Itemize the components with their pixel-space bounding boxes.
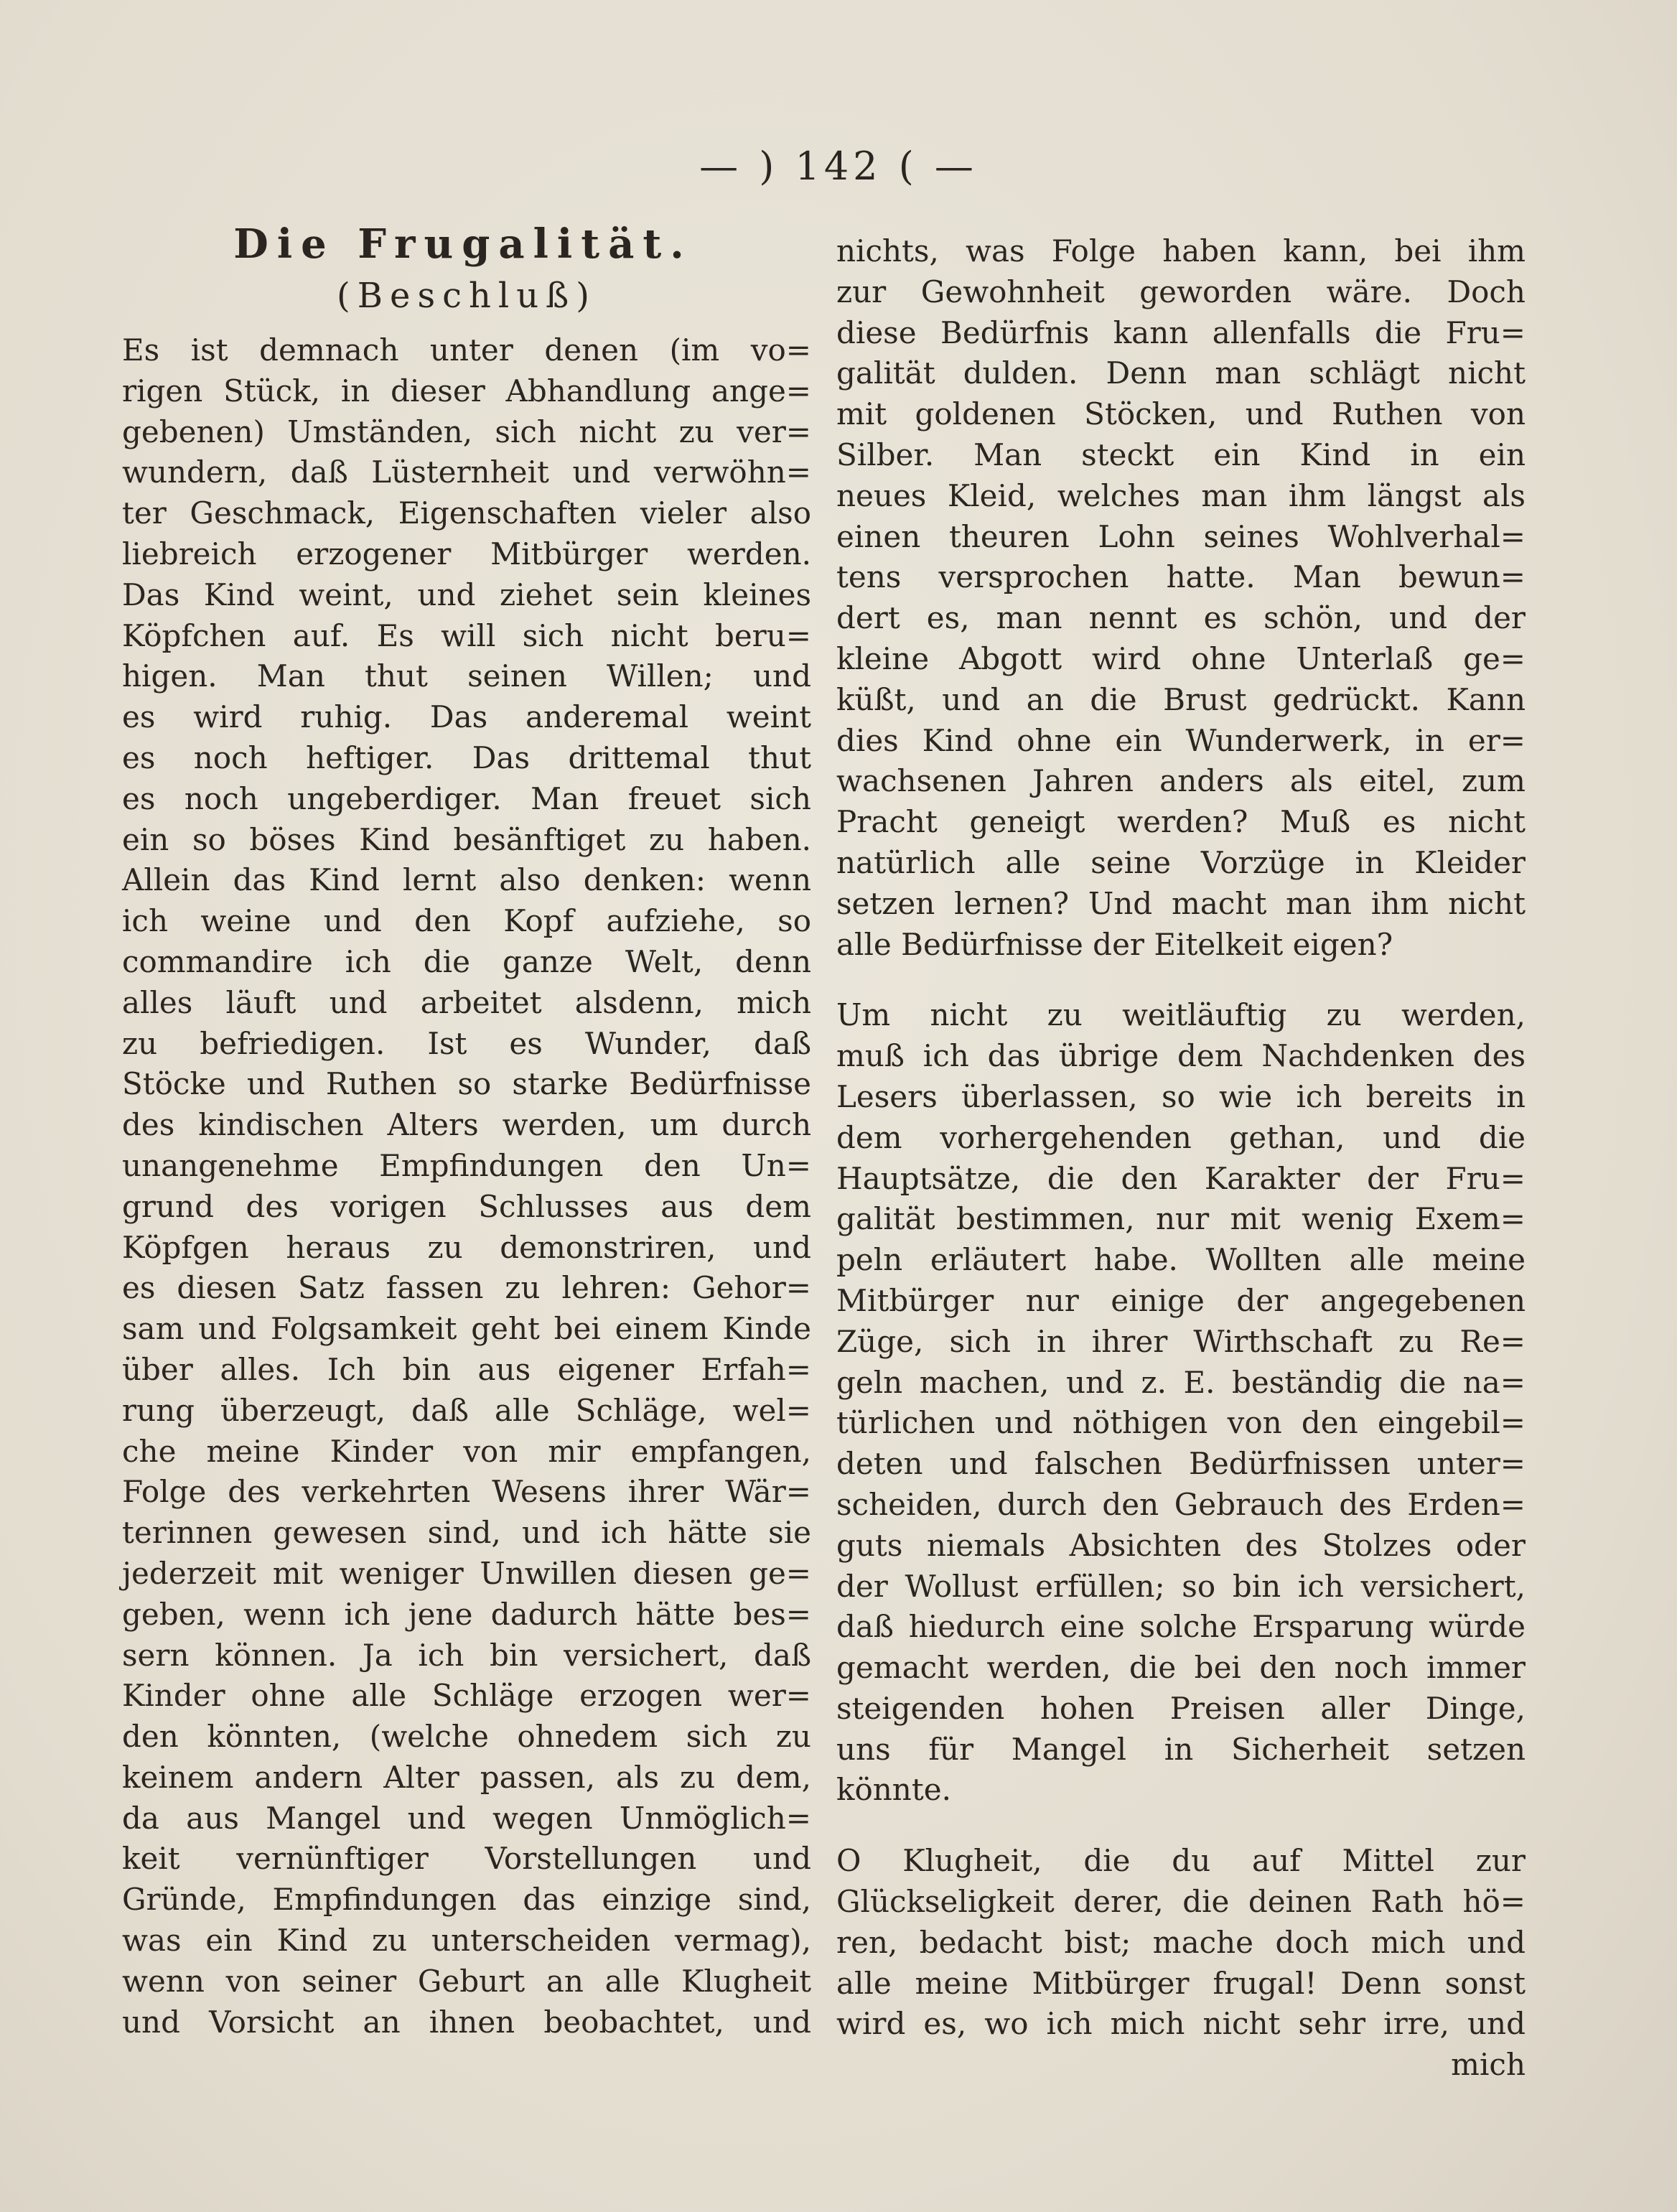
text-line: ren, bedacht bist; mache doch mich und <box>836 1924 1526 1960</box>
text-line: dert es, man nennt es schön, und der <box>836 600 1526 636</box>
text-line: was ein Kind zu unterscheiden vermag), <box>122 1923 811 1959</box>
text-line: geben, wenn ich jene dadurch hätte bes= <box>122 1596 811 1632</box>
left-column-text <box>122 330 811 2043</box>
text-line: daß hiedurch eine solche Ersparung würde <box>836 1609 1526 1645</box>
text-line: es diesen Satz fassen zu lehren: Gehor= <box>122 1270 811 1306</box>
text-line: Es ist demnach unter denen (im vo= <box>122 332 811 368</box>
article-subtitle: (Beschluß) <box>337 276 597 316</box>
text-line: commandire ich die ganze Welt, denn <box>122 943 811 979</box>
text-line: rung überzeugt, daß alle Schläge, wel= <box>122 1392 811 1428</box>
text-line: zur Gewohnheit geworden wäre. Doch <box>836 274 1526 309</box>
text-line: wenn von seiner Geburt an alle Klugheit <box>122 1963 811 1999</box>
text-line: unangenehme Empfindungen den Un= <box>122 1147 811 1183</box>
text-line: nichts, was Folge haben kann, bei ihm <box>836 233 1526 269</box>
text-line: keinem andern Alter passen, als zu dem, <box>122 1759 811 1795</box>
text-line: ich weine und den Kopf aufziehe, so <box>122 903 811 939</box>
page-number-header: — ) 142 ( — <box>699 144 978 189</box>
text-line: keit vernünftiger Vorstellungen und <box>122 1841 811 1877</box>
text-line: des kindischen Alters werden, um durch <box>122 1107 811 1143</box>
text-line: mit goldenen Stöcken, und Ruthen von <box>836 396 1526 432</box>
text-line: es wird ruhig. Das anderemal weint <box>122 699 811 735</box>
text-line: türlichen und nöthigen von den eingebil= <box>836 1405 1526 1441</box>
text-line: der Wollust erfüllen; so bin ich versichert, <box>836 1568 1526 1604</box>
text-line: ter Geschmack, Eigenschaften vieler also <box>122 495 811 531</box>
text-line: jederzeit mit weniger Unwillen diesen ge= <box>122 1555 811 1591</box>
text-line: peln erläutert habe. Wollten alle meine <box>836 1242 1526 1278</box>
text-line: Um nicht zu weitläuftig zu werden, <box>836 997 1526 1033</box>
text-line: terinnen gewesen sind, und ich hätte sie <box>122 1515 811 1551</box>
text-line: Stöcke und Ruthen so starke Bedürfnisse <box>122 1066 811 1102</box>
text-line: Glückseligkeit derer, die deinen Rath hö= <box>836 1884 1526 1920</box>
text-line: es noch ungeberdiger. Man freuet sich <box>122 780 811 816</box>
text-line: gebenen) Umständen, sich nicht zu ver= <box>122 414 811 449</box>
text-line: geln machen, und z. E. beständig die na= <box>836 1364 1526 1400</box>
text-line: alles läuft und arbeitet alsdenn, mich <box>122 984 811 1020</box>
text-line: rigen Stück, in dieser Abhandlung ange= <box>122 373 811 409</box>
text-line: scheiden, durch den Gebrauch des Erden= <box>836 1486 1526 1522</box>
text-line: Züge, sich in ihrer Wirthschaft zu Re= <box>836 1323 1526 1359</box>
text-line: zu befriedigen. Ist es Wunder, daß <box>122 1025 811 1061</box>
text-line: O Klugheit, die du auf Mittel zur <box>836 1843 1526 1879</box>
text-line: galität dulden. Denn man schlägt nicht <box>836 355 1526 391</box>
left-column <box>122 215 811 2043</box>
text-line: alle meine Mitbürger frugal! Denn sonst <box>836 1965 1526 2001</box>
right-column-text <box>836 231 1526 2086</box>
text-line: den könnten, (welche ohnedem sich zu <box>122 1719 811 1755</box>
text-line: Lesers überlassen, so wie ich bereits in <box>836 1078 1526 1114</box>
text-line: natürlich alle seine Vorzüge in Kleider <box>836 844 1526 880</box>
text-line: dem vorhergehenden gethan, und die <box>836 1119 1526 1155</box>
text-line: wachsenen Jahren anders als eitel, zum <box>836 763 1526 799</box>
right-column <box>836 231 1526 2086</box>
text-line: könnte. <box>836 1772 951 1808</box>
text-line: liebreich erzogener Mitbürger werden. <box>122 536 811 571</box>
text-line: wundern, daß Lüsternheit und verwöhn= <box>122 454 811 490</box>
text-line: sam und Folgsamkeit geht bei einem Kinde <box>122 1311 811 1347</box>
text-line: Pracht geneigt werden? Muß es nicht <box>836 804 1526 840</box>
text-line: da aus Mangel und wegen Unmöglich= <box>122 1800 811 1836</box>
text-line: tens versprochen hatte. Man bewun= <box>836 559 1526 595</box>
text-line: dies Kind ohne ein Wunderwerk, in er= <box>836 722 1526 758</box>
text-line: guts niemals Absichten des Stolzes oder <box>836 1527 1526 1563</box>
text-line: Das Kind weint, und ziehet sein kleines <box>122 577 811 612</box>
text-line: Folge des verkehrten Wesens ihrer Wär= <box>122 1474 811 1510</box>
text-line: wird es, wo ich mich nicht sehr irre, und <box>836 2006 1526 2042</box>
text-line: einen theuren Lohn seines Wohlverhal= <box>836 518 1526 554</box>
text-line: diese Bedürfnis kann allenfalls die Fru= <box>836 314 1526 350</box>
text-line: higen. Man thut seinen Willen; und <box>122 658 811 694</box>
text-line: über alles. Ich bin aus eigener Erfah= <box>122 1351 811 1387</box>
text-line: gemacht werden, die bei den noch immer <box>836 1650 1526 1686</box>
text-line: Hauptsätze, die den Karakter der Fru= <box>836 1160 1526 1196</box>
text-line: steigenden hohen Preisen aller Dinge, <box>836 1690 1526 1726</box>
text-line: galität bestimmen, nur mit wenig Exem= <box>836 1201 1526 1237</box>
text-line: neues Kleid, welches man ihm längst als <box>836 477 1526 513</box>
text-line: ein so böses Kind besänftiget zu haben. <box>122 821 811 857</box>
text-line: kleine Abgott wird ohne Unterlaß ge= <box>836 640 1526 676</box>
text-line: Kinder ohne alle Schläge erzogen wer= <box>122 1678 811 1714</box>
text-line: setzen lernen? Und macht man ihm nicht <box>836 885 1526 921</box>
text-line: Köpfgen heraus zu demonstriren, und <box>122 1229 811 1265</box>
text-line: alle Bedürfnisse der Eitelkeit eigen? <box>836 926 1393 962</box>
text-line: deten und falschen Bedürfnissen unter= <box>836 1446 1526 1482</box>
text-line: Mitbürger nur einige der angegebenen <box>836 1282 1526 1318</box>
text-line: muß ich das übrige dem Nachdenken des <box>836 1038 1526 1074</box>
article-title: Die Frugalität. <box>233 220 693 268</box>
text-line: uns für Mangel in Sicherheit setzen <box>836 1731 1526 1767</box>
text-line: che meine Kinder von mir empfangen, <box>122 1433 811 1469</box>
text-line: grund des vorigen Schlusses aus dem <box>122 1188 811 1224</box>
text-line: mich <box>1451 2047 1526 2083</box>
text-line: Gründe, Empfindungen das einzige sind, <box>122 1882 811 1918</box>
text-line: Köpfchen auf. Es will sich nicht beru= <box>122 617 811 653</box>
text-line: sern können. Ja ich bin versichert, daß <box>122 1637 811 1673</box>
text-line: küßt, und an die Brust gedrückt. Kann <box>836 681 1526 717</box>
text-line: es noch heftiger. Das drittemal thut <box>122 739 811 775</box>
text-line: und Vorsicht an ihnen beobachtet, und <box>122 2004 811 2040</box>
text-line: Allein das Kind lernt also denken: wenn <box>122 862 811 898</box>
text-line: Silber. Man steckt ein Kind in ein <box>836 437 1526 472</box>
